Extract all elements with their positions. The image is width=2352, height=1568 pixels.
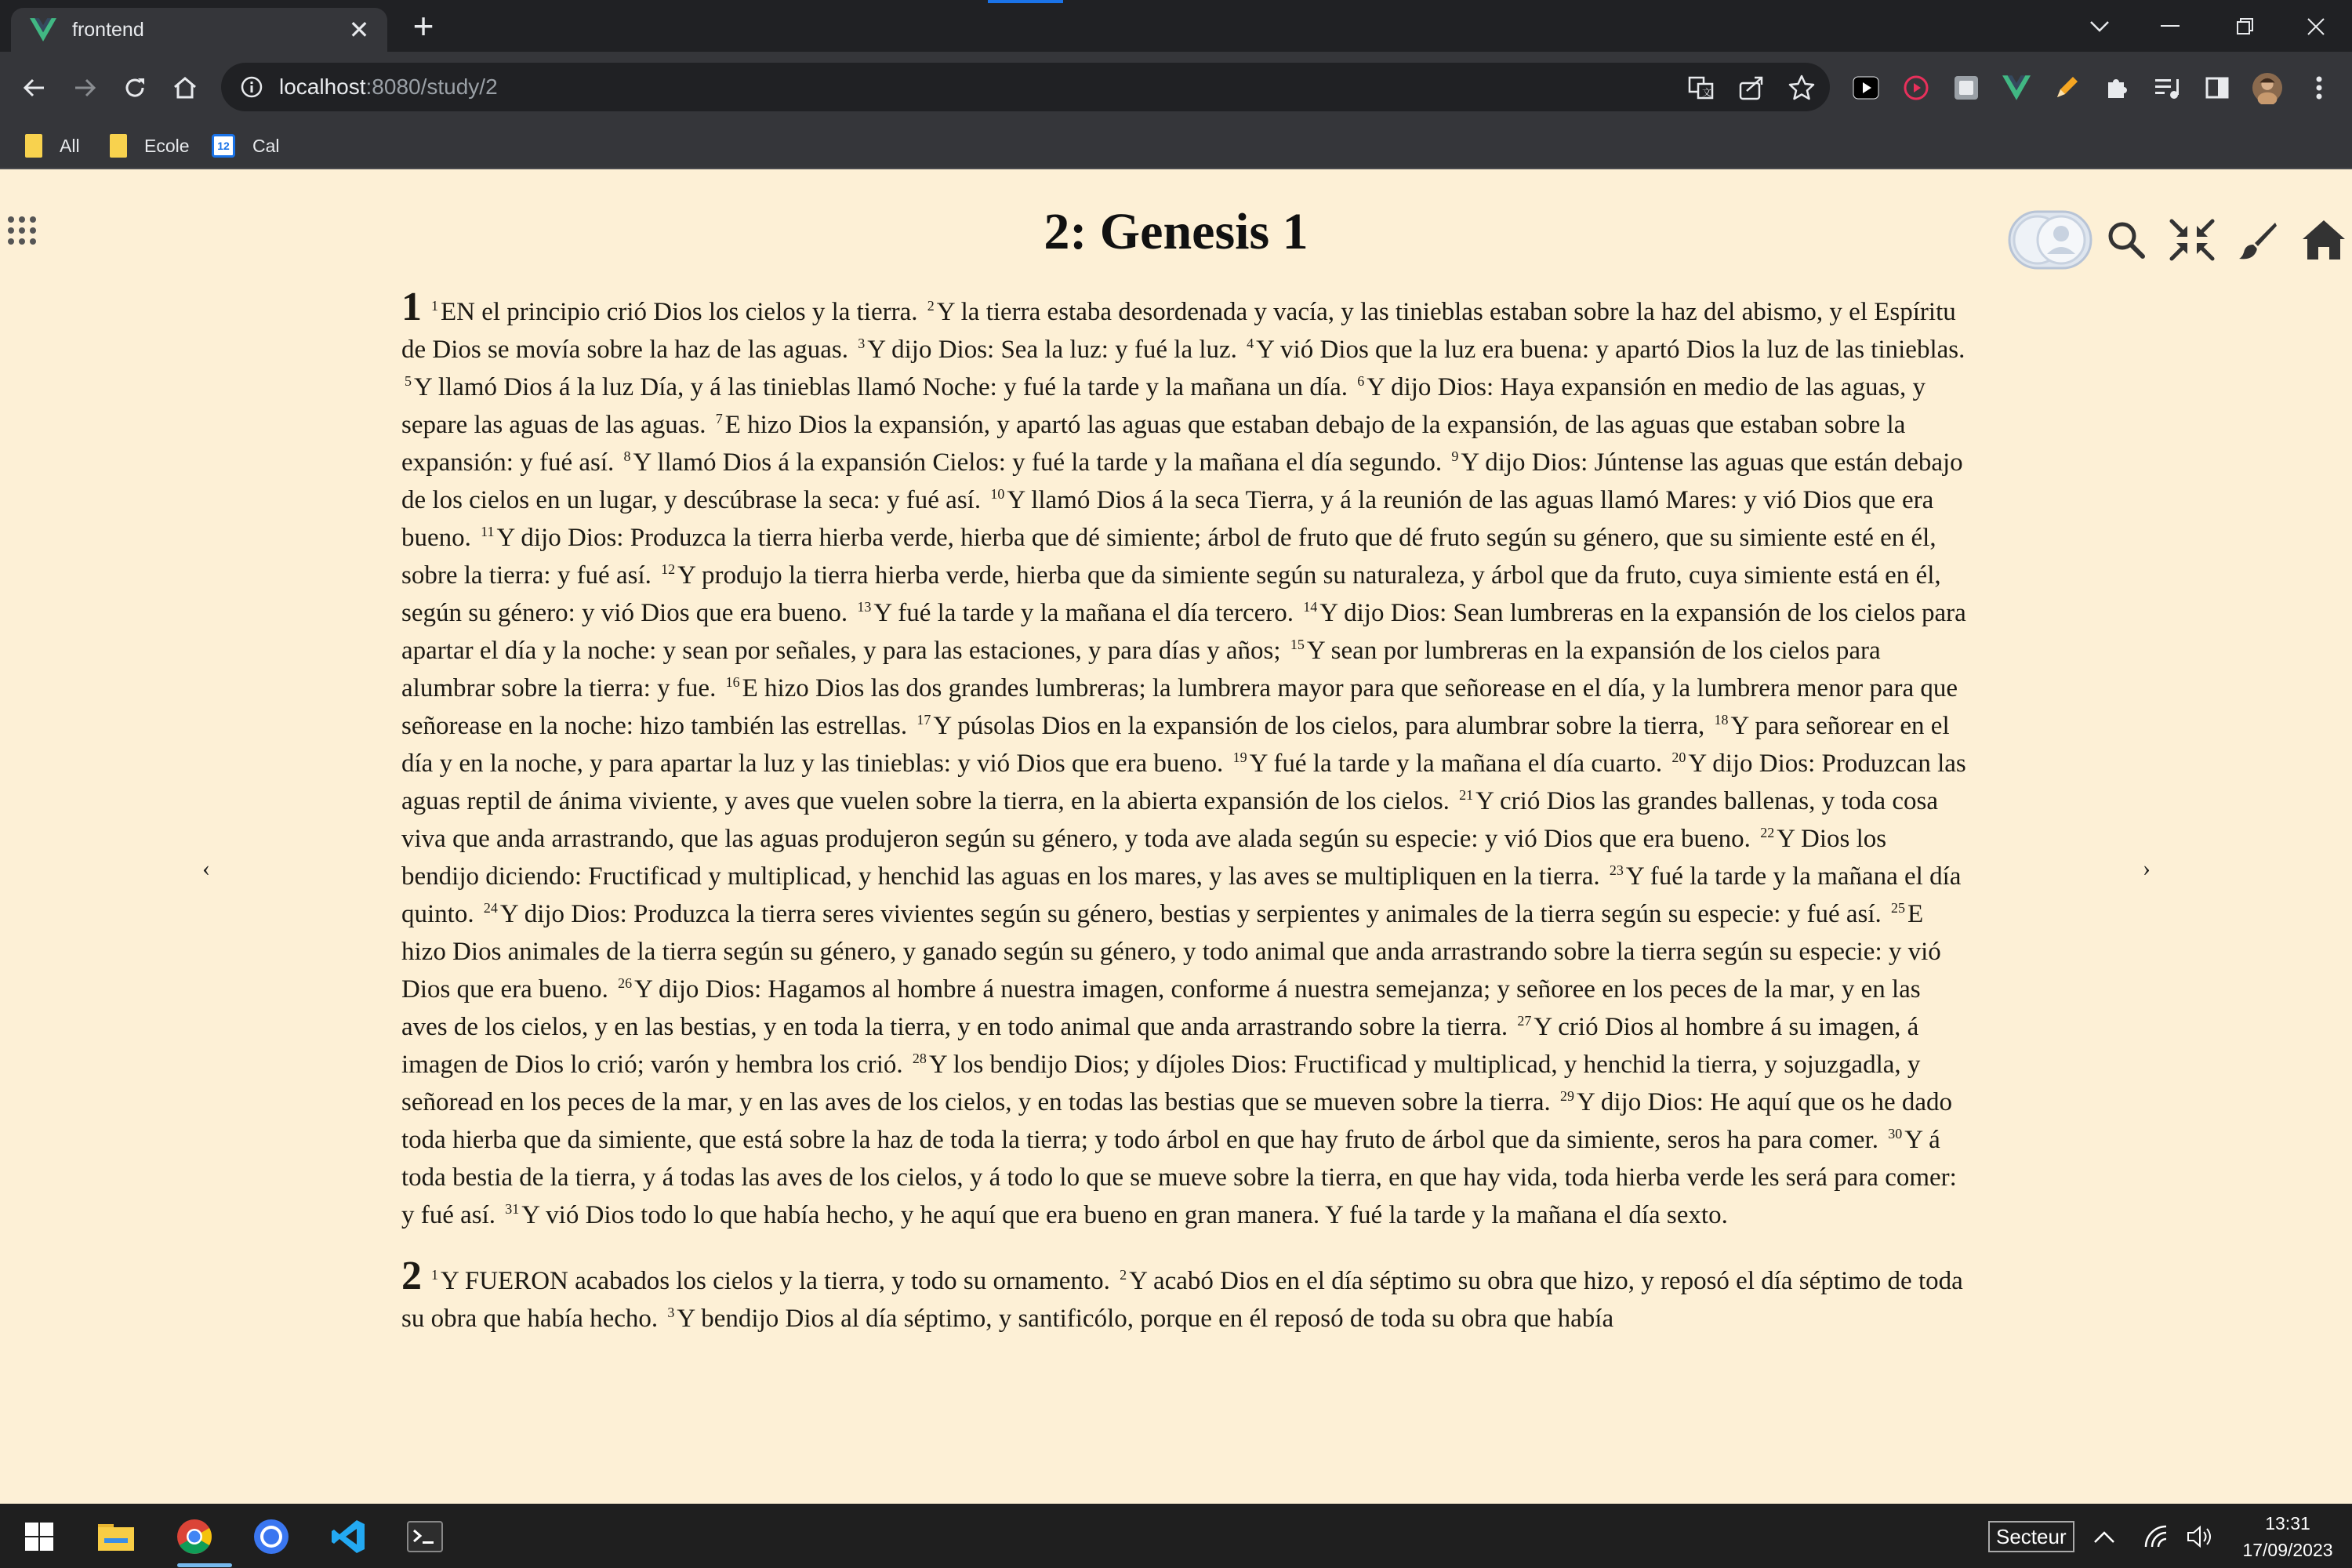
search-icon xyxy=(2105,219,2147,261)
verse-number[interactable]: 25 xyxy=(1891,900,1906,916)
translate-icon[interactable] xyxy=(1687,74,1715,102)
verse-number[interactable]: 29 xyxy=(1560,1088,1575,1104)
verse-text[interactable]: Y dijo Dios: Sea la luz: y fué la luz. xyxy=(867,336,1237,364)
verse-number[interactable]: 22 xyxy=(1760,825,1775,840)
verse-text[interactable]: Y FUERON acabados los cielos y la tierra, y todo su ornamento. xyxy=(441,1267,1110,1295)
verse-text[interactable]: E hizo Dios animales de la tierra según su género, y ganado según su género, y todo animal que anda arrastrando sobre la tierra según su especie: y vió Dios que era bueno. xyxy=(401,900,1941,1004)
home-icon xyxy=(172,75,198,100)
home-button[interactable] xyxy=(163,66,207,110)
kebab-menu-icon[interactable] xyxy=(2303,72,2335,103)
verse-number[interactable]: 24 xyxy=(483,900,498,916)
side-panel-icon[interactable] xyxy=(2201,72,2233,103)
restore-icon[interactable] xyxy=(2222,5,2269,49)
verse-number[interactable]: 31 xyxy=(505,1201,520,1217)
verse-number[interactable]: 3 xyxy=(858,336,866,351)
chrome-icon xyxy=(176,1518,213,1555)
verse-number[interactable]: 12 xyxy=(661,561,676,577)
verse-number[interactable]: 19 xyxy=(1232,750,1247,765)
bookmark-ecole[interactable] xyxy=(110,130,190,162)
chrome-button[interactable] xyxy=(171,1513,218,1560)
verse-number[interactable]: 7 xyxy=(715,411,723,426)
back-button[interactable] xyxy=(13,66,56,110)
bookmark-label: All xyxy=(60,135,80,156)
verse-number[interactable]: 6 xyxy=(1357,373,1365,389)
verse-text[interactable]: Y vió Dios todo lo que había hecho, y he aquí que era bueno en gran manera. Y fué la tarde y la mañana el día sexto. xyxy=(521,1201,1728,1229)
verse-number[interactable]: 20 xyxy=(1671,750,1686,765)
verse-text[interactable]: Y dijo Dios: Sean lumbreras en la expansión de los cielos para apartar el día y la noche: y sean por señales, y para las estaciones, y para días y años; xyxy=(401,599,1966,665)
verse-text[interactable]: Y para señorear en el día y en la noche, y para apartar la luz y las tinieblas: y vió Dios que era bueno. xyxy=(401,712,1950,778)
verse-text[interactable]: Y llamó Dios á la seca Tierra, y á la reunión de las aguas llamó Mares: y vió Dios que era bueno. xyxy=(401,486,1934,552)
url-host: localhost xyxy=(279,74,366,99)
folder-icon xyxy=(110,134,127,158)
verse-text[interactable]: E hizo Dios las dos grandes lumbreras; la lumbrera mayor para que señorease en el día, y la lumbrera menor para que señorease en la noche: hizo también las estrellas. xyxy=(401,674,1958,740)
verse-text[interactable]: Y dijo Dios: Produzcan las aguas reptil de ánima viviente, y aves que vuelen sobre la tierra, en la abierta expansión de los cielos. xyxy=(401,750,1966,815)
verse-number[interactable]: 26 xyxy=(618,975,633,991)
brush-icon xyxy=(2238,220,2278,260)
youtube-extension-icon[interactable] xyxy=(1850,72,1882,103)
verse-number[interactable]: 18 xyxy=(1714,712,1729,728)
bookmark-cal[interactable] xyxy=(212,130,280,162)
previous-chapter-button[interactable]: ‹ xyxy=(202,855,210,881)
arrow-right-icon xyxy=(72,75,97,100)
verse-number[interactable]: 8 xyxy=(623,448,631,464)
verse-text[interactable]: Y fué la tarde y la mañana el día quinto. xyxy=(401,862,1962,928)
forward-button[interactable] xyxy=(63,66,107,110)
url-text xyxy=(279,74,498,100)
verse-number[interactable]: 23 xyxy=(1609,862,1624,878)
windows-logo-icon xyxy=(25,1523,53,1551)
image-extension-icon[interactable] xyxy=(1951,72,1982,103)
highlight-button[interactable] xyxy=(2225,207,2291,273)
file-explorer-button[interactable] xyxy=(93,1513,140,1560)
verse-text[interactable]: EN el principio crió Dios los cielos y la tierra. xyxy=(441,298,918,326)
verse-number[interactable]: 27 xyxy=(1517,1013,1532,1029)
verse-number[interactable]: 17 xyxy=(916,712,931,728)
verse-number[interactable]: 4 xyxy=(1247,336,1254,351)
verse-text[interactable]: Y dijo Dios: Produzca la tierra hierba verde, hierba que dé simiente; árbol de fruto que dé fruto según su género, que su simiente esté en él, sobre la tierra: y fué así. xyxy=(401,524,1936,590)
network-icon[interactable] xyxy=(2140,1521,2172,1552)
verse-text[interactable]: Y crió Dios las grandes ballenas, y toda cosa viva que anda arrastrando, que las aguas produjeron según su género, y toda ave alada según su especie: y vió Dios que era bueno. xyxy=(401,787,1939,853)
profile-avatar[interactable] xyxy=(2252,72,2283,103)
vscode-button[interactable] xyxy=(325,1513,372,1560)
compress-arrows-icon xyxy=(2169,218,2216,262)
verse-text[interactable]: Y llamó Dios á la luz Día, y á las tinieblas llamó Noche: y fué la tarde y la mañana un día. xyxy=(414,373,1348,401)
verse-text[interactable]: Y los bendijo Dios; y díjoles Dios: Fructificad y multiplicad, y henchid la tierra, y sojuzgadla, y señoread en los peces de la mar, y en las aves de los cielos, y en todas las bestias que se mueven sobre la tierra. xyxy=(401,1051,1921,1116)
verse-number[interactable]: 11 xyxy=(481,524,495,539)
bookmarks-bar xyxy=(0,122,2352,169)
verse-text[interactable]: Y dijo Dios: Produzca la tierra seres vivientes según su género, bestias y serpientes y animales de la tierra según su especie: y fué así. xyxy=(499,900,1882,928)
verse-number[interactable]: 16 xyxy=(725,674,740,690)
language-indicator[interactable]: Secteur xyxy=(1988,1521,2074,1552)
media-queue-icon[interactable] xyxy=(2151,72,2183,103)
verse-number[interactable]: 2 xyxy=(1120,1267,1127,1283)
clock-date: 17/09/2023 xyxy=(2242,1540,2333,1560)
verse-number[interactable]: 3 xyxy=(667,1305,675,1320)
tab-title: frontend xyxy=(72,18,144,41)
verse-number[interactable]: 5 xyxy=(405,373,412,389)
verse-number[interactable]: 10 xyxy=(990,486,1005,502)
verse-text[interactable]: Y fué la tarde y la mañana el día cuarto. xyxy=(1249,750,1663,778)
pencil-extension-icon[interactable] xyxy=(2051,72,2082,103)
messenger-icon xyxy=(252,1518,290,1555)
bookmark-all[interactable] xyxy=(25,130,80,162)
browser-titlebar xyxy=(0,0,2352,52)
verse-number[interactable]: 14 xyxy=(1303,599,1318,615)
verse-text[interactable]: Y acabó Dios en el día séptimo su obra que hizo, y reposó el día séptimo de toda su obra que había hecho. xyxy=(401,1267,1963,1333)
verse-text[interactable]: Y fué la tarde y la mañana el día tercero. xyxy=(873,599,1294,627)
windows-taskbar xyxy=(0,1504,2352,1568)
active-app-indicator xyxy=(177,1563,232,1567)
verse-text[interactable]: Y púsolas Dios en la expansión de los cielos, para alumbrar sobre la tierra, xyxy=(933,712,1705,740)
system-clock[interactable] xyxy=(2233,1510,2343,1563)
users-toggle-button[interactable] xyxy=(2007,207,2093,273)
verse-text[interactable]: Y bendijo Dios al día séptimo, y santificólo, porque en él reposó de toda su obra que había xyxy=(677,1305,1614,1333)
chapter-1 xyxy=(401,285,1969,1234)
verse-text[interactable]: Y dijo Dios: He aquí que os he dado toda hierba que da simiente, que está sobre la haz de toda la tierra; y todo árbol en que hay fruto de árbol que da simiente, seros ha para comer. xyxy=(401,1088,1953,1154)
record-extension-icon[interactable] xyxy=(1900,72,1932,103)
bookmark-label: Ecole xyxy=(144,135,190,156)
verse-text[interactable]: Y la tierra estaba desordenada y vacía, y las tinieblas estaban sobre la haz del abismo, y el Espíritu de Dios se movía sobre la haz de las aguas. xyxy=(401,298,1956,364)
verse-text[interactable]: Y dijo Dios: Júntense las aguas que están debajo de los cielos en un lugar, y descúbrase la seca: y fué así. xyxy=(401,448,1963,514)
clock-time: 13:31 xyxy=(2265,1513,2310,1534)
study-page xyxy=(0,171,2352,1504)
home-page-button[interactable] xyxy=(2291,207,2352,273)
svg-text:文: 文 xyxy=(1702,87,1712,98)
vscode-icon xyxy=(330,1519,366,1555)
address-bar[interactable] xyxy=(221,63,1830,111)
verse-text[interactable]: E hizo Dios la expansión, y apartó las aguas que estaban debajo de la expansión, de las aguas que estaban sobre la expansión: y fué así. xyxy=(401,411,1906,477)
terminal-icon xyxy=(407,1521,443,1552)
home-icon xyxy=(2301,219,2347,261)
reload-button[interactable] xyxy=(113,66,157,110)
verse-number[interactable]: 1 xyxy=(431,298,438,314)
calendar-icon: 12 xyxy=(212,134,235,158)
minimize-icon[interactable] xyxy=(2147,5,2194,49)
verse-number[interactable]: 13 xyxy=(857,599,872,615)
verse-number[interactable]: 21 xyxy=(1459,787,1474,803)
bookmark-star-icon[interactable] xyxy=(1788,74,1816,102)
chapter-number: 2 xyxy=(401,1254,422,1298)
verse-number[interactable]: 2 xyxy=(927,298,935,314)
verse-number[interactable]: 9 xyxy=(1451,448,1459,464)
volume-icon[interactable] xyxy=(2184,1521,2216,1552)
search-button[interactable] xyxy=(2093,207,2159,273)
info-icon[interactable] xyxy=(240,75,263,99)
page-actions xyxy=(2007,207,2352,273)
page-title: 2: Genesis 1 xyxy=(1044,203,1308,260)
verse-text[interactable]: Y llamó Dios á la expansión Cielos: y fué la tarde y la mañana el día segundo. xyxy=(633,448,1443,477)
browser-toolbar xyxy=(0,52,2352,122)
extensions-puzzle-icon[interactable] xyxy=(2101,72,2132,103)
tab-drag-indicator xyxy=(988,0,1063,3)
folder-icon xyxy=(98,1521,134,1552)
chapter-number: 1 xyxy=(401,285,422,329)
window-close-icon[interactable] xyxy=(2292,5,2339,49)
new-tab-button[interactable]: + xyxy=(412,5,434,46)
verse-text[interactable]: Y sean por lumbreras en la expansión de los cielos para alumbrar sobre la tierra: y fue. xyxy=(401,637,1881,702)
collapse-button[interactable] xyxy=(2159,207,2225,273)
verse-text[interactable]: Y produjo la tierra hierba verde, hierba que da simiente según su naturaleza, y árbol que da fruto, cuya simiente está en él, según su género: y vió Dios que era bueno. xyxy=(401,561,1941,627)
terminal-button[interactable] xyxy=(401,1513,448,1560)
users-toggle-icon xyxy=(2008,210,2092,270)
url-path: :8080/study/2 xyxy=(365,74,498,99)
signal-app-button[interactable] xyxy=(248,1513,295,1560)
vue-devtools-icon[interactable] xyxy=(2001,72,2032,103)
vue-logo-icon xyxy=(30,16,56,43)
verse-text[interactable]: Y vió Dios que la luz era buena: y apartó Dios la luz de las tinieblas. xyxy=(1256,336,1965,364)
verse-number[interactable]: 1 xyxy=(431,1267,438,1283)
verse-text[interactable]: Y á toda bestia de la tierra, y á todas las aves de los cielos, y á todo lo que se mueve sobre la tierra, en que hay vida, toda hierba verde les será para comer: y fué así. xyxy=(401,1126,1957,1229)
verse-text[interactable]: Y dijo Dios: Hagamos al hombre á nuestra imagen, conforme á nuestra semejanza; y señoree en los peces de la mar, y en las aves de los cielos, y en las bestias, y en toda la tierra, y en todo animal que anda arrastrando sobre la tierra. xyxy=(401,975,1921,1041)
share-icon[interactable] xyxy=(1737,74,1766,102)
scripture-text xyxy=(401,285,1969,1361)
browser-tab[interactable] xyxy=(11,8,387,52)
arrow-left-icon xyxy=(22,75,47,100)
chapter-2 xyxy=(401,1254,1969,1338)
tab-search-chevron-icon[interactable] xyxy=(2076,5,2123,49)
verse-text[interactable]: Y crió Dios al hombre á su imagen, á imagen de Dios lo crió; varón y hembra los crió. xyxy=(401,1013,1919,1079)
reload-icon xyxy=(122,75,147,100)
next-chapter-button[interactable]: › xyxy=(2143,855,2151,881)
verse-text[interactable]: Y dijo Dios: Haya expansión en medio de las aguas, y separe las aguas de las aguas. xyxy=(401,373,1926,439)
verse-number[interactable]: 15 xyxy=(1290,637,1305,652)
verse-number[interactable]: 30 xyxy=(1888,1126,1903,1142)
tray-overflow-icon[interactable] xyxy=(2089,1521,2120,1552)
tab-close-icon[interactable]: ✕ xyxy=(348,16,370,44)
verse-text[interactable]: Y Dios los bendijo diciendo: Fructificad y multiplicad, y henchid las aguas en los mares, y las aves se multipliquen en la tierra. xyxy=(401,825,1887,891)
folder-icon xyxy=(25,134,42,158)
verse-number[interactable]: 28 xyxy=(912,1051,927,1066)
start-button[interactable] xyxy=(16,1513,63,1560)
bookmark-label: Cal xyxy=(252,135,280,156)
